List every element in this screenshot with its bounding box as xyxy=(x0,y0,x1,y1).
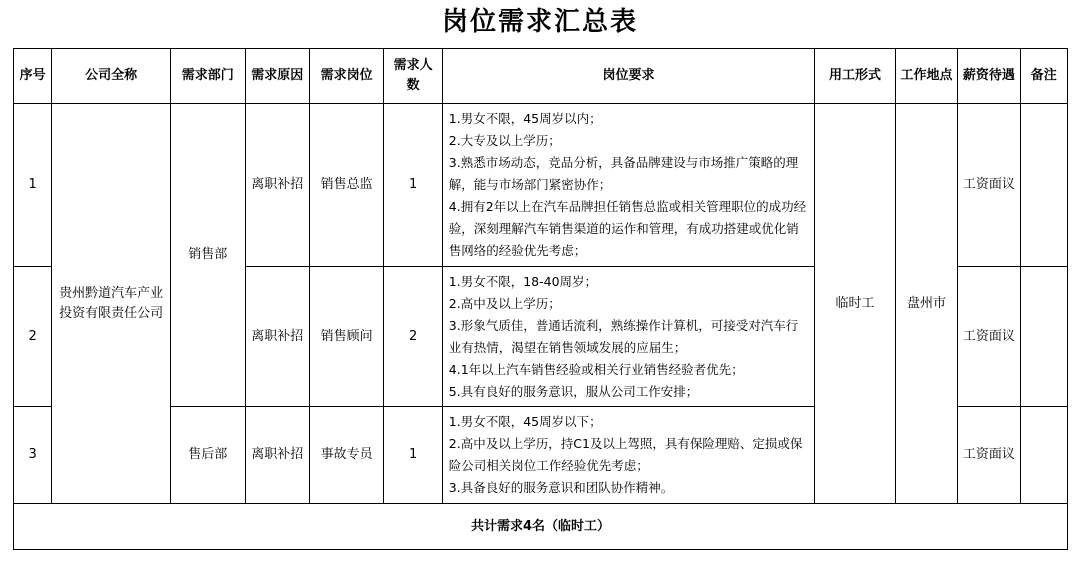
header-remarks: 备注 xyxy=(1020,49,1067,104)
requirement-line: 3.熟悉市场动态，竞品分析，具备品牌建设与市场推广策略的理解，能与市场部门紧密协作； xyxy=(448,155,799,192)
header-dept: 需求部门 xyxy=(171,49,245,104)
work-location: 盘州市 xyxy=(895,104,957,504)
employment-type: 临时工 xyxy=(815,104,896,504)
dept-sales: 销售部 xyxy=(171,104,245,407)
row-count: 2 xyxy=(384,267,442,407)
row-remarks xyxy=(1020,267,1067,407)
row-count: 1 xyxy=(384,104,442,267)
header-count: 需求人数 xyxy=(384,49,442,104)
row-salary: 工资面议 xyxy=(958,267,1020,407)
requirement-line: 2.高中及以上学历； xyxy=(448,295,561,311)
dept-aftersales: 售后部 xyxy=(171,407,245,504)
row-seq: 1 xyxy=(14,104,52,267)
row-requirements xyxy=(442,267,814,407)
row-remarks xyxy=(1020,407,1067,504)
header-requirements: 岗位要求 xyxy=(442,49,814,104)
row-position: 销售顾问 xyxy=(309,267,383,407)
header-position: 需求岗位 xyxy=(309,49,383,104)
requirement-line: 4.1年以上汽车销售经验或相关行业销售经验者优先； xyxy=(448,361,744,377)
row-seq: 2 xyxy=(14,267,52,407)
header-reason: 需求原因 xyxy=(245,49,309,104)
requirement-line: 2.大专及以上学历； xyxy=(448,133,561,148)
row-salary: 工资面议 xyxy=(958,407,1020,504)
company-name: 贵州黔道汽车产业投资有限责任公司 xyxy=(52,104,171,504)
table-row xyxy=(14,104,1068,267)
footer-row xyxy=(14,504,1068,550)
row-requirements xyxy=(442,407,814,504)
row-position: 事故专员 xyxy=(309,407,383,504)
table-title: 岗位需求汇总表 xyxy=(441,7,638,37)
row-salary: 工资面议 xyxy=(958,104,1020,267)
requirement-line: 4.拥有2年以上在汽车品牌担任销售总监或相关管理职位的成功经验，深刻理解汽车销售渠道的运作和管理，有成功搭建或优化销售网络的经验优先考虑； xyxy=(448,199,807,258)
requirement-line: 1.男女不限，18-40周岁； xyxy=(448,273,598,289)
requirement-line: 2.高中及以上学历，持C1及以上驾照，具有保险理赔、定损或保险公司相关岗位工作经验优先考虑； xyxy=(448,436,803,473)
row-remarks xyxy=(1020,104,1067,267)
requirement-line: 1.男女不限，45周岁以内； xyxy=(448,111,602,126)
requirement-line: 3.形象气质佳，普通话流利，熟练操作计算机，可接受对汽车行业有热情，渴望在销售领域发展的应届生； xyxy=(448,317,799,355)
requirement-line: 5.具有良好的服务意识，服从公司工作安排； xyxy=(448,383,699,399)
row-position: 销售总监 xyxy=(309,104,383,267)
header-row xyxy=(14,49,1068,104)
row-seq: 3 xyxy=(14,407,52,504)
header-location: 工作地点 xyxy=(895,49,957,104)
row-requirements xyxy=(442,104,814,267)
header-employment: 用工形式 xyxy=(815,49,896,104)
requirement-line: 1.男女不限，45周岁以下； xyxy=(448,414,602,429)
total-summary: 共计需求4名（临时工） xyxy=(14,504,1068,550)
row-reason: 离职补招 xyxy=(245,267,309,407)
header-salary: 薪资待遇 xyxy=(958,49,1020,104)
header-seq: 序号 xyxy=(14,49,52,104)
requirement-line: 3.具备良好的服务意识和团队协作精神。 xyxy=(448,480,674,495)
header-company: 公司全称 xyxy=(52,49,171,104)
row-reason: 离职补招 xyxy=(245,104,309,267)
row-count: 1 xyxy=(384,407,442,504)
row-reason: 离职补招 xyxy=(245,407,309,504)
job-demand-table xyxy=(13,48,1068,550)
